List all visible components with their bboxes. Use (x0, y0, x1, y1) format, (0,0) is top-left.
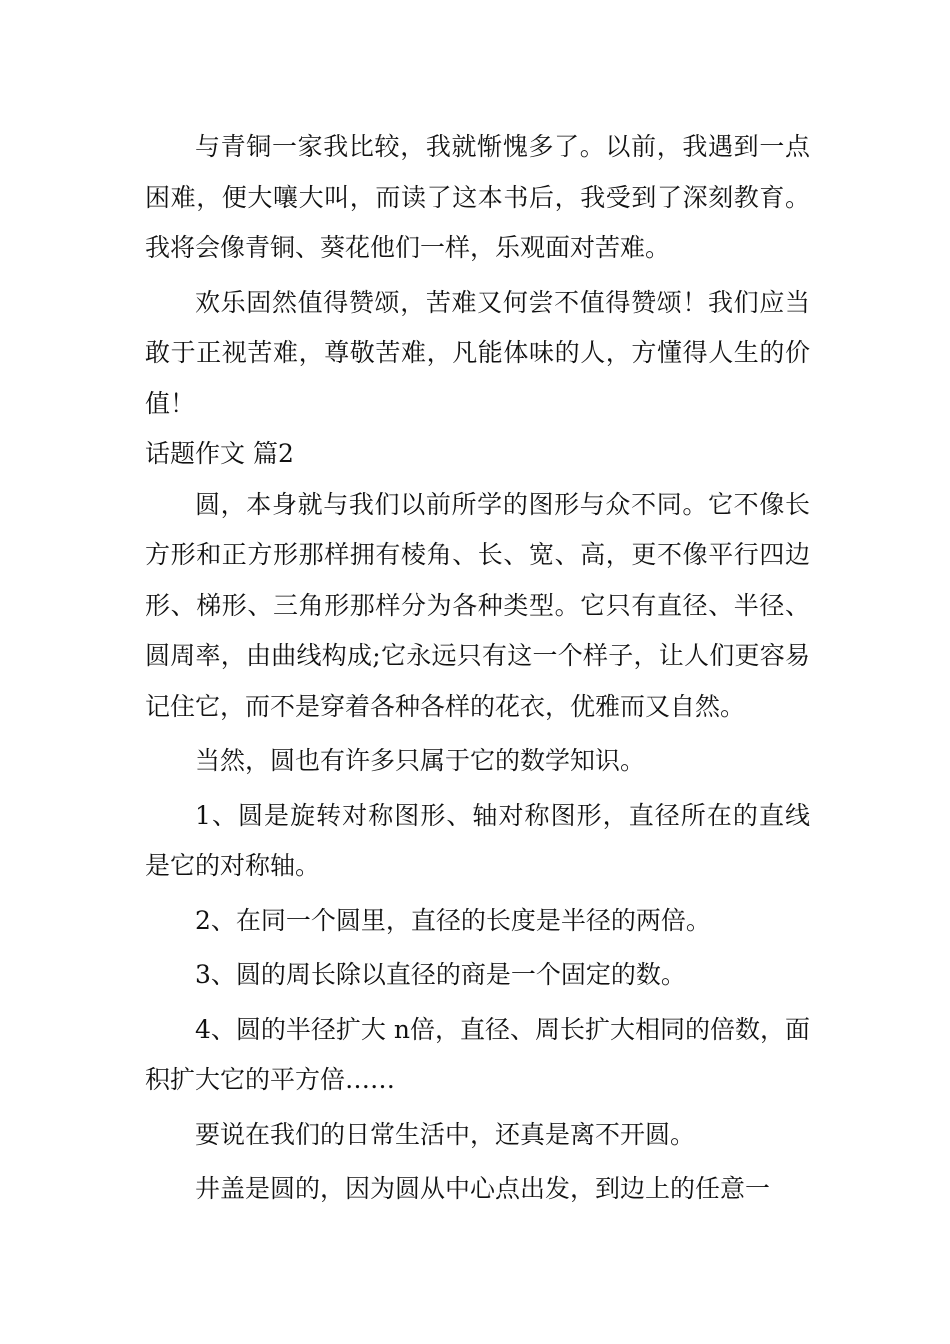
paragraph: 欢乐固然值得赞颂，苦难又何尝不值得赞颂！我们应当敢于正视苦难，尊敬苦难，凡能体味的人，方懂得人生的价值！ (145, 287, 810, 418)
list-item: 4、圆的半径扩大 n倍，直径、周长扩大相同的倍数，面积扩大它的平方倍…… (145, 1014, 810, 1094)
list-item: 2、在同一个圆里，直径的长度是半径的两倍。 (195, 905, 711, 935)
list-item: 1、圆是旋转对称图形、轴对称图形，直径所在的直线是它的对称轴。 (145, 800, 810, 880)
paragraph: 圆，本身就与我们以前所学的图形与众不同。它不像长方形和正方形那样拥有棱角、长、宽、高，更不像平行四边形、梯形、三角形那样分为各种类型。它只有直径、半径、圆周率，由曲线构成;它永远只有这一个样子，让人们更容易记住它，而不是穿着各种各样的花衣，优雅而又自然。 (145, 489, 810, 721)
document-body (145, 122, 810, 1215)
paragraph: 要说在我们的日常生活中，还真是离不开圆。 (195, 1119, 696, 1149)
paragraph: 当然，圆也有许多只属于它的数学知识。 (195, 746, 646, 775)
paragraph: 与青铜一家我比较，我就惭愧多了。以前，我遇到一点困难，便大嚷大叫，而读了这本书后，我受到了深刻教育。我将会像青铜、葵花他们一样，乐观面对苦难。 (145, 132, 810, 262)
section-title: 话题作文 篇2 (145, 439, 294, 468)
paragraph: 井盖是圆的，因为圆从中心点出发，到边上的任意一 (195, 1174, 771, 1203)
list-item: 3、圆的周长除以直径的商是一个固定的数。 (195, 960, 686, 989)
